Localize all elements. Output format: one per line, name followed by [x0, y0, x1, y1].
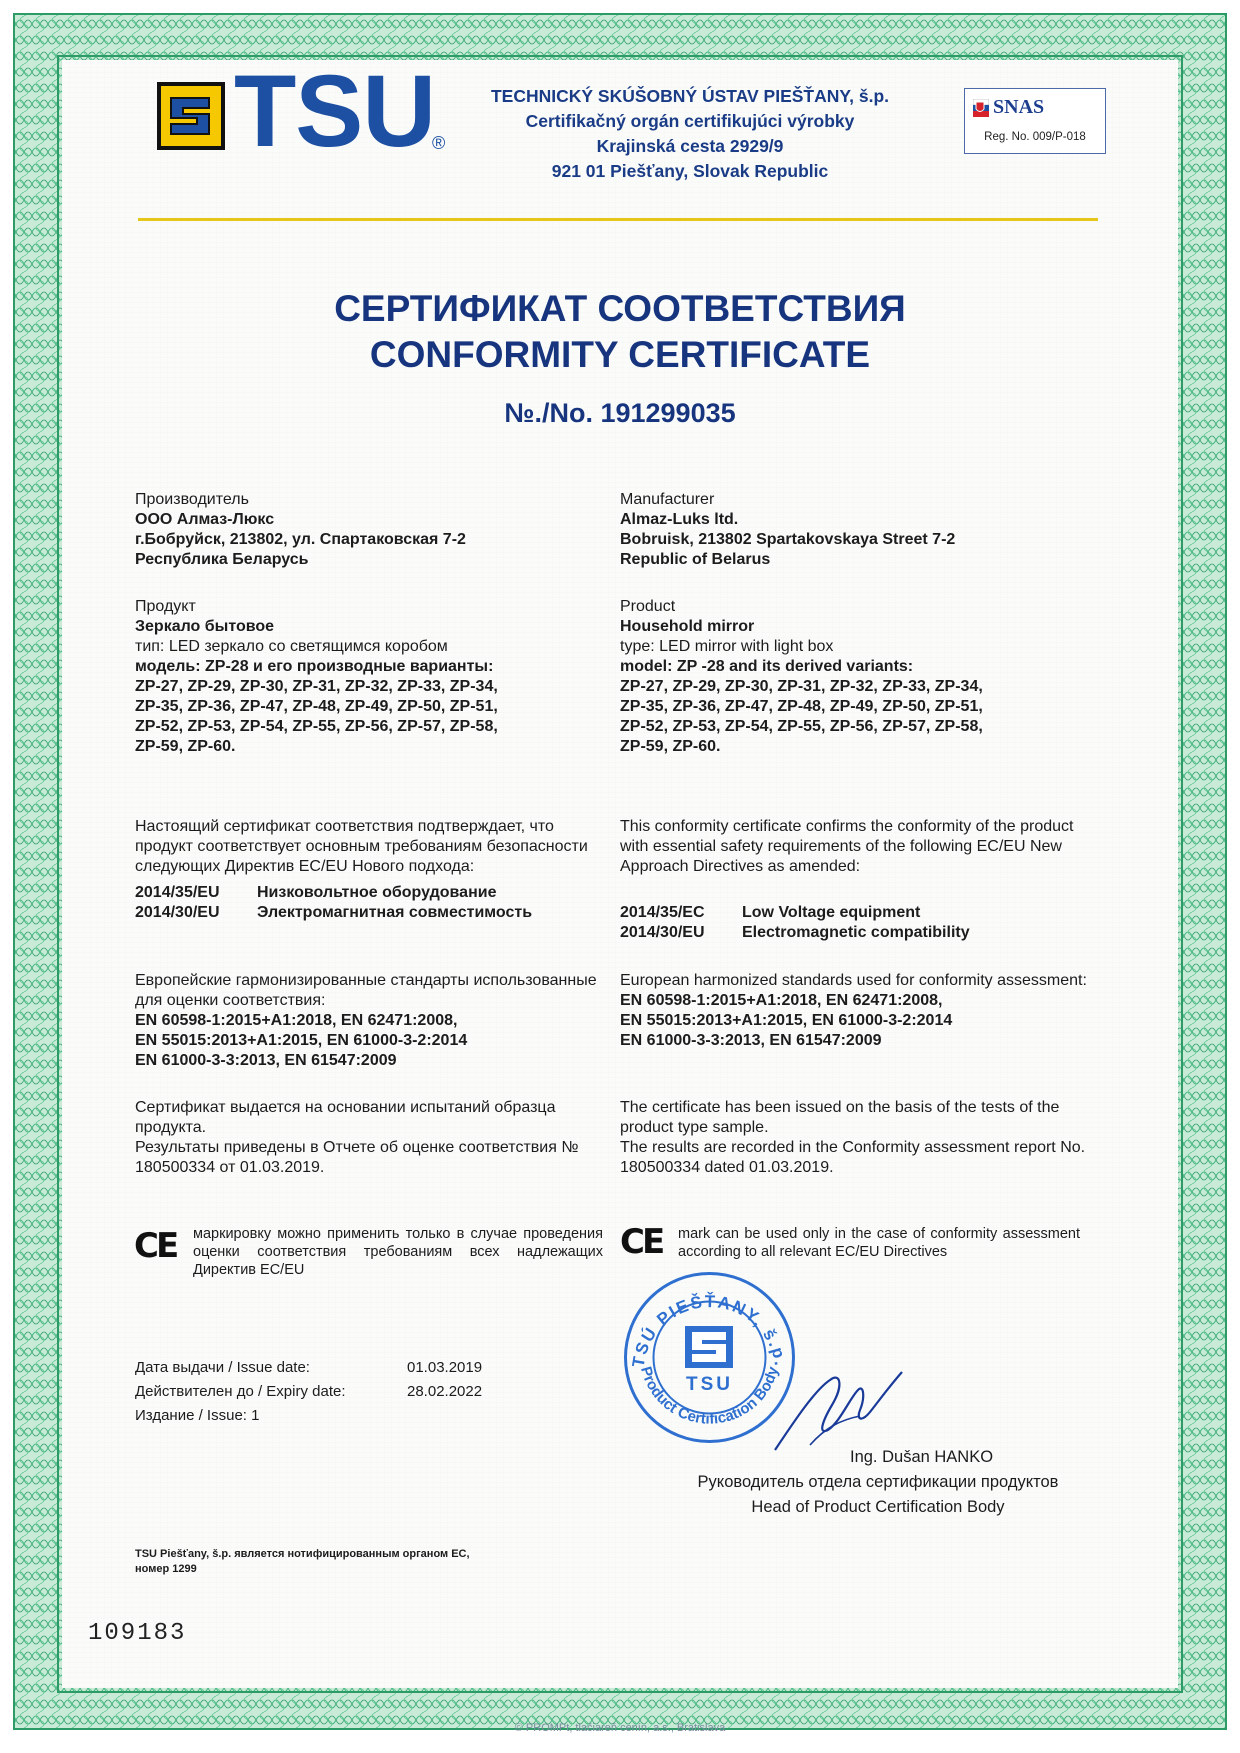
manufacturer-address: Bobruisk, 213802 Spartakovskaya Street 7-2 — [620, 531, 956, 548]
standards-line: EN 61000-3-3:2013, EN 61547:2009 — [620, 1032, 882, 1049]
manufacturer-name: Almaz-Luks ltd. — [620, 511, 739, 528]
product-label: Product — [620, 598, 676, 615]
note-line: TSU Piešťany, š.p. является нотифицированным органом ЕС, — [135, 1548, 470, 1560]
header-divider — [138, 218, 1098, 221]
certificate-number: №./No. 191299035 — [504, 398, 736, 428]
manufacturer-address: г.Бобруйск, 213802, ул. Спартаковская 7-2 — [135, 531, 466, 548]
title-ru: СЕРТИФИКАТ СООТВЕТСТВИЯ — [334, 288, 906, 329]
confirmation-ru — [135, 817, 605, 923]
directive-row — [620, 923, 1095, 943]
product-variants: ZP-59, ZP-60. — [620, 738, 721, 755]
standards-en — [620, 971, 1095, 1051]
product-model: model: ZP -28 and its derived variants: — [620, 658, 914, 675]
directive-row — [620, 903, 1095, 923]
results-text: Результаты приведены в Отчете об оценке соответствия № 180500334 от 01.03.2019. — [135, 1139, 579, 1176]
expiry-date-row — [135, 1380, 482, 1404]
snas-accreditation-box — [964, 88, 1106, 154]
directive-code: 2014/35/EU — [135, 884, 220, 901]
issue-date-row — [135, 1356, 482, 1380]
product-type: тип: LED зеркало со светящимся коробом — [135, 638, 448, 655]
tsu-logo-text: TSU — [234, 54, 435, 168]
product-variants: ZP-27, ZP-29, ZP-30, ZP-31, ZP-32, ZP-33, ZP-34, — [135, 678, 498, 695]
basis-en — [620, 1098, 1095, 1178]
directive-name: Электромагнитная совместимость — [257, 904, 533, 921]
stamp-bottom-text: Product Certification Body — [637, 1364, 782, 1428]
product-type: type: LED mirror with light box — [620, 638, 834, 655]
product-variants: ZP-27, ZP-29, ZP-30, ZP-31, ZP-32, ZP-33, ZP-34, — [620, 678, 983, 695]
standards-intro: Европейские гармонизированные стандарты использованные для оценки соответствия: — [135, 972, 597, 1009]
notified-body-note — [135, 1547, 470, 1577]
directive-code: 2014/35/EC — [620, 904, 705, 921]
product-variants: ZP-59, ZP-60. — [135, 738, 236, 755]
confirmation-text: Настоящий сертификат соответствия подтверждает, что продукт соответствует основным требованиям безопасности следующих Директив EC/EU Нового подхода: — [135, 818, 588, 875]
directive-row — [135, 883, 605, 903]
issue-date: 01.03.2019 — [407, 1359, 483, 1376]
product-variants: ZP-52, ZP-53, ZP-54, ZP-55, ZP-56, ZP-57, ZP-58, — [135, 718, 498, 735]
standards-line: EN 61000-3-3:2013, EN 61547:2009 — [135, 1052, 397, 1069]
stamp-top-text: TSÚ PIEŠŤANY, š.p. — [628, 1292, 791, 1369]
product-label: Продукт — [135, 598, 196, 615]
results-text: The results are recorded in the Conformity assessment report No. 180500334 dated 01.03.2019. — [620, 1139, 1086, 1176]
standards-line: EN 55015:2013+A1:2015, EN 61000-3-2:2014 — [135, 1032, 468, 1049]
manufacturer-ru — [135, 490, 605, 570]
ce-mark-icon: CE — [134, 1226, 177, 1266]
snas-reg-number: Reg. No. 009/P-018 — [984, 131, 1086, 143]
signer-title-en: Head of Product Certification Body — [751, 1498, 1005, 1516]
directive-name: Low Voltage equipment — [742, 904, 921, 921]
confirmation-en — [620, 817, 1095, 943]
product-ru — [135, 597, 605, 757]
stamp-center-text: TSU — [686, 1374, 733, 1395]
manufacturer-label: Производитель — [135, 491, 249, 508]
institution-address — [470, 84, 910, 184]
product-en — [620, 597, 1095, 757]
product-variants: ZP-35, ZP-36, ZP-47, ZP-48, ZP-49, ZP-50, ZP-51, — [620, 698, 983, 715]
expiry-date: 28.02.2022 — [407, 1383, 483, 1400]
slovak-flag-icon — [973, 99, 989, 117]
issue-date-label: Дата выдачи / Issue date: — [135, 1359, 310, 1376]
ce-text-ru: маркировку можно применить только в случае проведения оценки соответствия требованиям всех надлежащих Директив EC/EU — [193, 1226, 603, 1278]
signer-name: Ing. Dušan HANKO — [850, 1448, 994, 1466]
serial-number: 109183 — [88, 1620, 187, 1647]
snas-logo: SNAS — [993, 96, 1045, 118]
basis-text: Сертификат выдается на основании испытаний образца продукта. — [135, 1099, 556, 1136]
printer-credit: © PROMPt, tlačiareň cenín, a.s., Bratislava — [514, 1722, 726, 1734]
standards-line: EN 60598-1:2015+A1:2018, EN 62471:2008, — [135, 1012, 458, 1029]
tsu-logo-icon — [157, 82, 225, 150]
ce-mark-icon: CE — [620, 1222, 663, 1262]
directive-name: Electromagnetic compatibility — [742, 924, 970, 941]
institution-line: Krajinská cesta 2929/9 — [596, 136, 784, 156]
product-variants: ZP-35, ZP-36, ZP-47, ZP-48, ZP-49, ZP-50, ZP-51, — [135, 698, 498, 715]
edition-label: Издание / Issue: 1 — [135, 1407, 260, 1424]
standards-line: EN 60598-1:2015+A1:2018, EN 62471:2008, — [620, 992, 943, 1009]
standards-line: EN 55015:2013+A1:2015, EN 61000-3-2:2014 — [620, 1012, 953, 1029]
issue-info — [135, 1356, 482, 1428]
signature-icon — [770, 1350, 910, 1460]
institution-line: TECHNICKÝ SKÚŠOBNÝ ÚSTAV PIEŠŤANY, š.p. — [490, 86, 889, 106]
manufacturer-name: ООО Алмаз-Люкс — [135, 511, 275, 528]
registered-mark: ® — [432, 133, 446, 153]
ce-text-en: mark can be used only in the case of conformity assessment according to all relevant EC/EU Directives — [678, 1226, 1080, 1260]
product-name: Зеркало бытовое — [135, 618, 275, 635]
directive-code: 2014/30/EU — [620, 924, 705, 941]
institution-line: Certifikačný orgán certifikujúci výrobky — [525, 111, 855, 131]
manufacturer-country: Republic of Belarus — [620, 551, 771, 568]
expiry-date-label: Действителен до / Expiry date: — [135, 1383, 346, 1400]
product-variants: ZP-52, ZP-53, ZP-54, ZP-55, ZP-56, ZP-57, ZP-58, — [620, 718, 983, 735]
manufacturer-country: Республика Беларусь — [135, 551, 309, 568]
basis-ru — [135, 1098, 605, 1178]
signer-title-ru: Руководитель отдела сертификации продуктов — [697, 1473, 1059, 1491]
note-line: номер 1299 — [135, 1563, 197, 1575]
standards-intro: European harmonized standards used for conformity assessment: — [620, 972, 1087, 989]
product-name: Household mirror — [620, 618, 755, 635]
confirmation-text: This conformity certificate confirms the conformity of the product with essential safety requirements of the following EC/EU New Approach Directives as amended: — [620, 818, 1074, 875]
standards-ru — [135, 971, 605, 1071]
title-en: CONFORMITY CERTIFICATE — [369, 334, 871, 375]
manufacturer-label: Manufacturer — [620, 491, 715, 508]
directive-row — [135, 903, 605, 923]
institution-line: 921 01 Piešťany, Slovak Republic — [551, 161, 829, 181]
manufacturer-en — [620, 490, 1095, 570]
basis-text: The certificate has been issued on the basis of the tests of the product type sample. — [620, 1099, 1060, 1136]
directive-name: Низковольтное оборудование — [257, 884, 497, 901]
directive-code: 2014/30/EU — [135, 904, 220, 921]
product-model: модель: ZP-28 и его производные варианты: — [135, 658, 494, 675]
